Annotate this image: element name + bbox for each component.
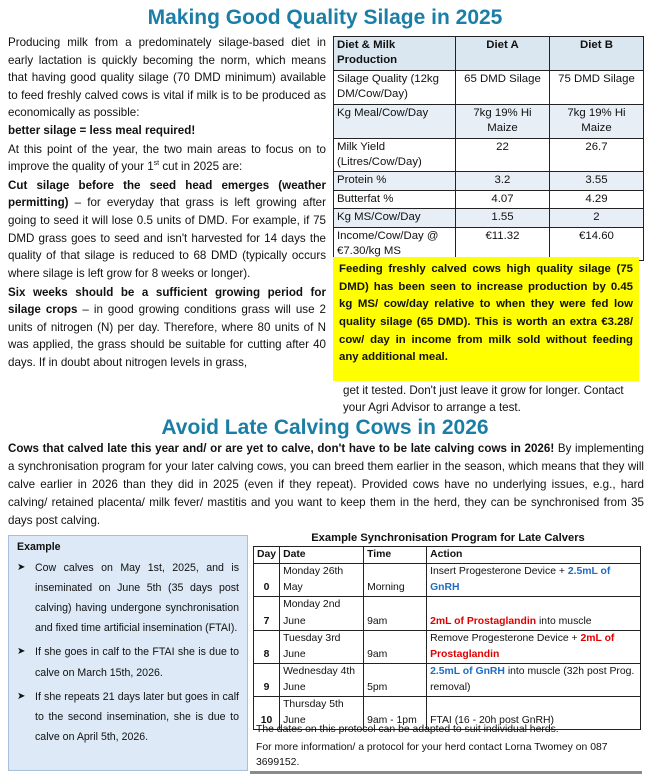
paragraph: At this point of the year, the two main areas to focus on to improve the quality of your 1st cut in 2025 are: <box>8 142 326 174</box>
time-cell: 9am <box>364 630 427 663</box>
divider <box>250 771 642 774</box>
table-header-row <box>254 547 641 564</box>
diet-comparison-table <box>333 36 644 261</box>
table-header: Day <box>254 547 280 564</box>
list-item: ➤ If she goes in calf to the FTAI she is due to calve on March 15th, 2026. <box>17 642 239 682</box>
time-cell: 9am <box>364 597 427 630</box>
paragraph: Six weeks should be a sufficient growing period for silage crops – in good growing conditions grass will use 2 units of nitrogen (N) per day. Therefore, where 80 units of N was applied, the grass should be suitable for cutting after 40 days. If in doubt about nitrogen levels in grass, <box>8 285 326 369</box>
table-cell: 26.7 <box>549 138 643 172</box>
date-cell: Monday 2nd June <box>280 597 364 630</box>
silage-article <box>8 34 326 373</box>
table-row <box>334 138 644 172</box>
table-header: Action <box>427 547 641 564</box>
table-cell: Milk Yield (Litres/Cow/Day) <box>334 138 456 172</box>
table-row <box>254 597 641 630</box>
table-cell: 4.07 <box>456 190 550 208</box>
time-cell: 9am - 1pm <box>364 697 427 730</box>
contact-line: For more information/ a protocol for your herd contact Lorna Twomey on 087 3699152. <box>256 742 608 769</box>
late-calving-intro: Cows that calved late this year and/ or are yet to calve, don't have to be late calving cows in 2026! By implementing a synchronisation program for your later calving cows, you can breed them earlier in the season, which means that they will calve earlier in 2026 than they did in 2025 (even if they repeat). Provided cows have no underlying issues, e.g., hard calving/ retained placenta/ milk fever/ mastitis and you want to keep them in the herd, they can be synchronised from 35 days post calving. <box>8 442 644 527</box>
table-cell: 22 <box>456 138 550 172</box>
table-cell: 4.29 <box>549 190 643 208</box>
date-cell: Thursday 5th June <box>280 697 364 730</box>
bold-statement: better silage = less meal required! <box>8 124 196 138</box>
time-cell: Morning <box>364 564 427 597</box>
table-header: Diet & Milk Production <box>334 37 456 71</box>
bold-statement: Cows that calved late this year and/ or are yet to calve, don't have to be late calving cows in 2026! <box>8 442 555 455</box>
list-item: ➤ Cow calves on May 1st, 2025, and is inseminated on June 5th (35 days post calving) having undergone synchronisation and fixed time artificial insemination (FTAI). <box>17 558 239 639</box>
arrow-bullet-icon: ➤ <box>17 561 26 573</box>
action-cell: Remove Progesterone Device + 2mL of Prostaglandin <box>427 630 641 663</box>
table-cell: €14.60 <box>549 227 643 261</box>
day-cell: 0 <box>254 564 280 597</box>
sync-program-table <box>253 546 641 730</box>
day-cell: 9 <box>254 663 280 696</box>
table-row <box>334 172 644 190</box>
table-cell: 65 DMD Silage <box>456 70 550 104</box>
table-cell: Protein % <box>334 172 456 190</box>
action-cell: 2mL of Prostaglandin into muscle <box>427 597 641 630</box>
table-cell: 3.55 <box>549 172 643 190</box>
action-cell: 2.5mL of GnRH into muscle (32h post Prog. removal) <box>427 663 641 696</box>
table-row <box>254 564 641 597</box>
sync-table-title: Example Synchronisation Program for Late Calvers <box>311 532 585 544</box>
table-cell: Income/Cow/Day @ €7.30/kg MS <box>334 227 456 261</box>
paragraph: Producing milk from a predominately silage-based diet in early lactation is quickly becoming the norm, which means that having good quality silage (70 DMD minimum) available to feed freshly calved cows is vital if milk is to be produced as economically as possible: better silage = less meal required! <box>8 36 326 138</box>
table-cell: 3.2 <box>456 172 550 190</box>
example-list <box>17 558 239 747</box>
action-cell: Insert Progesterone Device + 2.5mL of GnRH <box>427 564 641 597</box>
arrow-bullet-icon: ➤ <box>17 690 26 702</box>
arrow-bullet-icon: ➤ <box>17 646 26 658</box>
day-cell: 7 <box>254 597 280 630</box>
list-item: ➤ If she repeats 21 days later but goes in calf to the second insemination, she is due to calve on April 5th, 2026. <box>17 687 239 747</box>
table-row <box>334 70 644 104</box>
paragraph-continuation: get it tested. Don't just leave it grow for longer. Contact your Agri Advisor to arrange a test. <box>343 384 624 415</box>
date-cell: Tuesday 3rd June <box>280 630 364 663</box>
table-header: Time <box>364 547 427 564</box>
table-row <box>254 663 641 696</box>
table-cell: 7kg 19% Hi Maize <box>456 104 550 138</box>
table-cell: Butterfat % <box>334 190 456 208</box>
footnote <box>256 722 641 773</box>
example-heading: Example <box>17 541 61 553</box>
table-cell: Kg MS/Cow/Day <box>334 209 456 227</box>
footnote-line: The dates on this protocol can be adapted to suit individual herds. <box>256 724 559 735</box>
table-cell: Kg Meal/Cow/Day <box>334 104 456 138</box>
day-cell: 8 <box>254 630 280 663</box>
table-header: Diet A <box>456 37 550 71</box>
date-cell: Wednesday 4th June <box>280 663 364 696</box>
action-cell: FTAI (16 - 20h post GnRH) <box>427 697 641 730</box>
example-box <box>8 535 248 771</box>
table-row <box>334 209 644 227</box>
day-cell: 10 <box>254 697 280 730</box>
highlight-box: Feeding freshly calved cows high quality silage (75 DMD) has been seen to increase production by 0.45 kg MS/ cow/day relative to when they were fed low quality silage (65 DMD). This is worth an extra €3.28/ cow/ day in income from milk sold without feeding any additional meal. <box>333 257 639 381</box>
date-cell: Monday 26th May <box>280 564 364 597</box>
table-cell: 75 DMD Silage <box>549 70 643 104</box>
table-cell: 2 <box>549 209 643 227</box>
table-cell: Silage Quality (12kg DM/Cow/Day) <box>334 70 456 104</box>
table-header-row <box>334 37 644 71</box>
table-row <box>334 190 644 208</box>
table-header: Diet B <box>549 37 643 71</box>
table-cell: €11.32 <box>456 227 550 261</box>
table-row <box>334 227 644 261</box>
table-row <box>334 104 644 138</box>
table-cell: 7kg 19% Hi Maize <box>549 104 643 138</box>
time-cell: 5pm <box>364 663 427 696</box>
table-header: Date <box>280 547 364 564</box>
section-title-late-calving: Avoid Late Calving Cows in 2026 <box>161 416 489 439</box>
table-cell: 1.55 <box>456 209 550 227</box>
paragraph: Cut silage before the seed head emerges (weather permitting) – for everyday that grass is left growing after going to seed it will lose 0.5 units of DMD. For example, if 75 DMD grass goes to seed and isn't harvested for 14 days the quality of that silage is reduced to 68 DMD (typically occurs where silage is left grow for 8 weeks or longer). <box>8 178 326 280</box>
section-title-silage: Making Good Quality Silage in 2025 <box>147 6 503 29</box>
table-row <box>254 630 641 663</box>
